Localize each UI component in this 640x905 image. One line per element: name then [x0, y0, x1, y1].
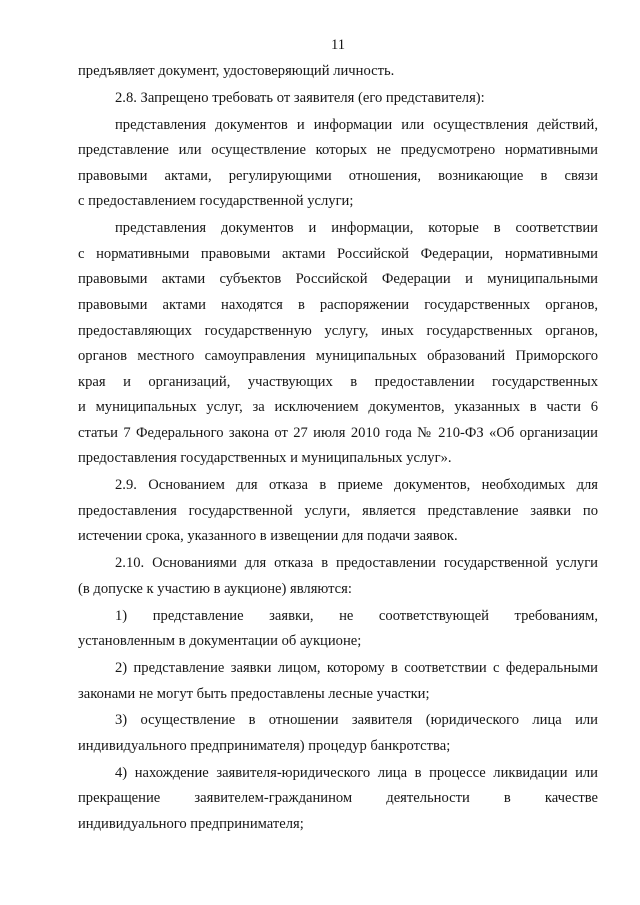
text-line: правовыми актами, регулирующими отношения, возникающие в связи: [78, 167, 598, 184]
text-line: истечении срока, указанного в извещении для подачи заявок.: [78, 528, 458, 545]
text-line: предоставления государственной услуги, является представление заявки по: [78, 502, 598, 519]
text-line: прекращение заявителем-гражданином деятельности в качестве: [78, 790, 598, 807]
text-line: (в допуске к участию в аукционе) являются:: [78, 580, 352, 597]
text-line: 2.10. Основаниями для отказа в предоставлении государственной услуги: [115, 555, 598, 572]
text-line: с нормативными правовыми актами Российской Федерации, нормативными: [78, 245, 598, 262]
page-number: 11: [330, 37, 346, 53]
text-line: 2.9. Основанием для отказа в приеме документов, необходимых для: [115, 477, 598, 494]
text-line: и муниципальных услуг, за исключением документов, указанных в части 6: [78, 399, 598, 416]
document-body: [78, 59, 598, 838]
text-line: представления документов и информации или осуществления действий,: [115, 116, 598, 133]
paragraph: [78, 761, 598, 838]
text-line: 2.8. Запрещено требовать от заявителя (его представителя):: [115, 89, 485, 106]
text-line: индивидуального предпринимателя) процедур банкротства;: [78, 737, 451, 754]
text-line: с предоставлением государственной услуги;: [78, 193, 354, 210]
text-line: правовыми актами находятся в распоряжении государственных органов,: [78, 296, 598, 313]
text-line: органов местного самоуправления муниципальных образований Приморского: [78, 348, 598, 365]
paragraph: [78, 86, 598, 112]
text-line: предъявляет документ, удостоверяющий личность.: [78, 63, 395, 79]
text-line: 3) осуществление в отношении заявителя (юридического лица или: [115, 712, 598, 729]
text-line: края и организаций, участвующих в предоставлении государственных: [78, 373, 598, 390]
text-line: предоставления государственных и муниципальных услуг».: [78, 450, 452, 467]
text-line: 4) нахождение заявителя-юридического лица в процессе ликвидации или: [115, 764, 598, 781]
paragraph: [78, 59, 598, 85]
text-line: законами не могут быть предоставлены лесные участки;: [78, 685, 430, 702]
text-line: статьи 7 Федерального закона от 27 июля 2010 года № 210-ФЗ «Об организации: [78, 424, 598, 441]
paragraph: [78, 216, 598, 472]
paragraph: [78, 551, 598, 602]
paragraph: [78, 473, 598, 550]
text-line: 1) представление заявки, не соответствующей требованиям,: [115, 607, 598, 624]
text-line: предоставляющих государственную услугу, иных государственных органов,: [78, 322, 598, 339]
text-line: представления документов и информации, которые в соответствии: [115, 220, 598, 237]
paragraph: [78, 656, 598, 707]
text-line: индивидуального предпринимателя;: [78, 815, 304, 832]
text-line: представление или осуществление которых не предусмотрено нормативными: [78, 142, 598, 159]
paragraph: [78, 708, 598, 759]
text-line: установленным в документации об аукционе;: [78, 633, 362, 650]
text-line: 2) представление заявки лицом, которому в соответствии с федеральными: [115, 659, 598, 676]
paragraph: [78, 113, 598, 215]
paragraph: [78, 604, 598, 655]
text-line: правовыми актами субъектов Российской Федерации и муниципальными: [78, 271, 598, 288]
